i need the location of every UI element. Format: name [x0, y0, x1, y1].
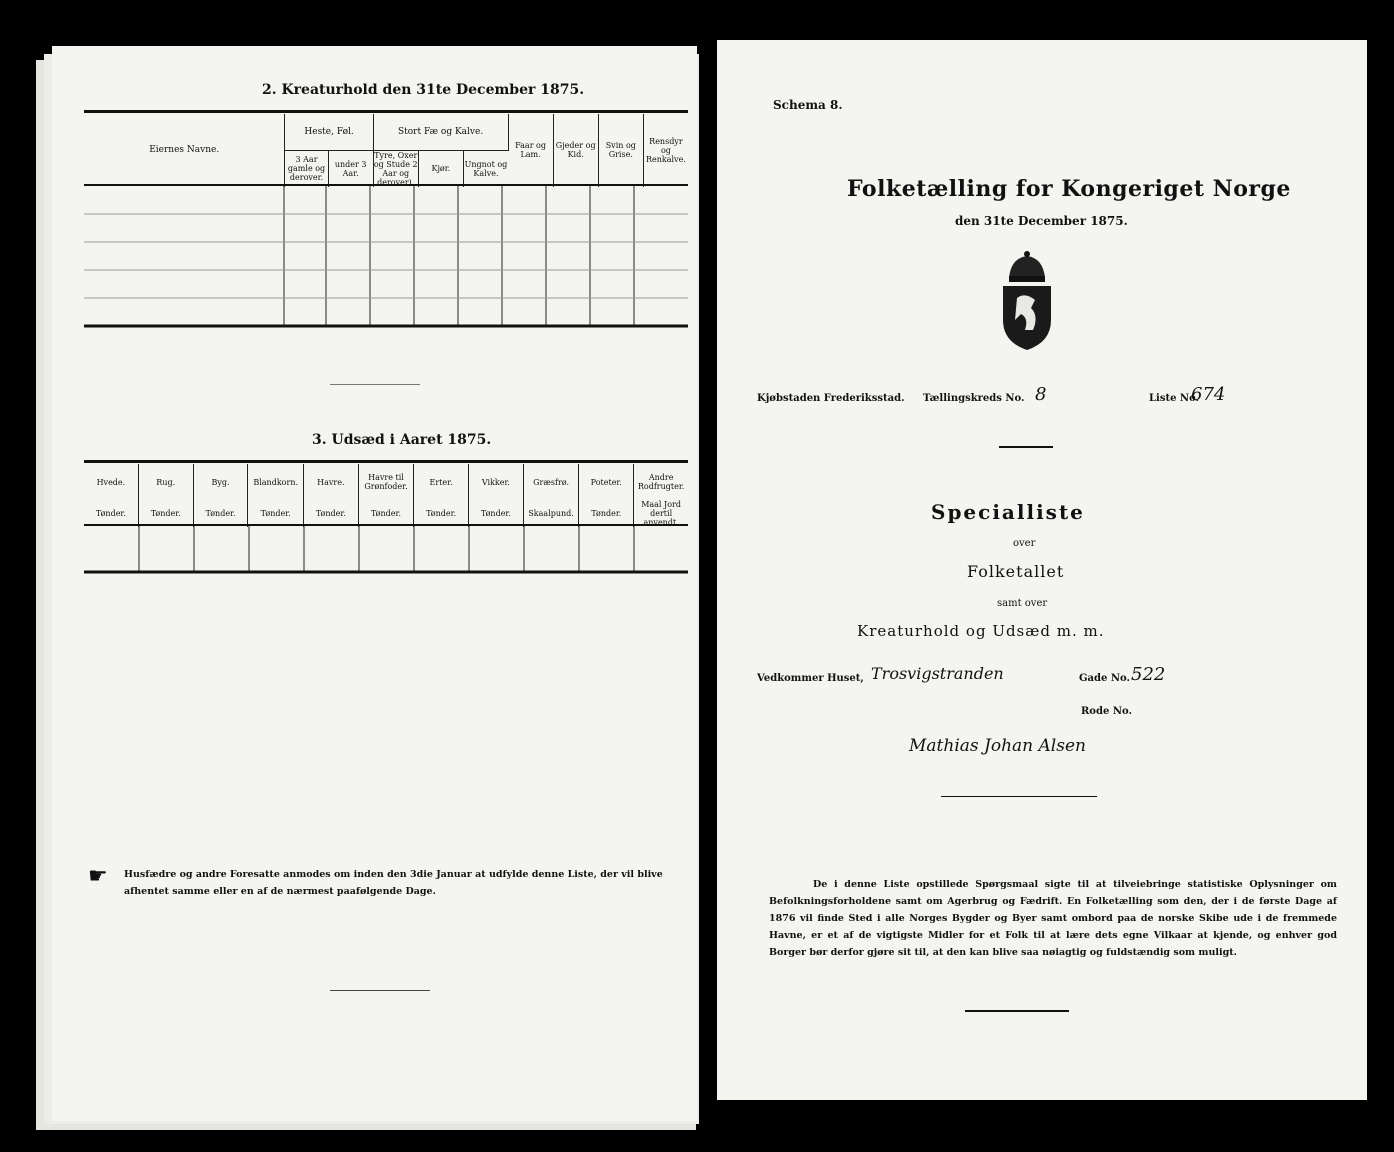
kreds-value: 8: [1035, 384, 1047, 405]
kreaturhold-text: Kreaturhold og Udsæd m. m.: [857, 622, 1105, 640]
liste-label: Liste No.: [1149, 393, 1200, 404]
notice-text: Husfædre og andre Foresatte anmodes om inden den 3die Januar at udfylde denne Liste, der vil blive afhentet samme eller en af de nærmest paafølgende Dage.: [124, 869, 663, 897]
vedkommer-label: Vedkommer Huset,: [757, 673, 864, 684]
folketallet-text: Folketallet: [967, 562, 1065, 581]
udsaed-unit: Tønder.: [193, 500, 248, 527]
section2-title: 2. Kreaturhold den 31te December 1875.: [262, 82, 585, 98]
right-page: [717, 40, 1367, 1100]
udsaed-unit: Tønder.: [248, 500, 304, 527]
divider: [330, 990, 430, 991]
udsaed-unit: Tønder.: [579, 500, 634, 527]
divider: [330, 384, 420, 385]
stort-col3: Ungnot og Kalve.: [464, 159, 508, 178]
udsaed-header-table: [84, 464, 688, 527]
rode-label: Rode No.: [1081, 706, 1132, 717]
stort-col1: Tyre, Oxer og Stude 2 Aar og derover).: [373, 150, 418, 187]
stort-col2: Kjør.: [418, 150, 463, 187]
udsaed-unit: Tønder.: [138, 500, 193, 527]
coat-of-arms-icon: [995, 250, 1059, 354]
kreatur-header-table: [84, 114, 688, 187]
kjobstad-label: Kjøbstaden Frederiksstad.: [757, 393, 905, 404]
samt-over-text: samt over: [997, 598, 1048, 609]
faar-header: Faar og Lam.: [508, 114, 553, 187]
liste-value: 674: [1191, 384, 1226, 405]
udsaed-header: Erter.: [414, 464, 469, 500]
udsaed-header: Rug.: [138, 464, 193, 500]
gjeder-header: Gjeder og Kid.: [553, 114, 598, 187]
gade-label: Gade No.: [1079, 673, 1130, 684]
udsaed-unit: Tønder.: [303, 500, 358, 527]
section3-title: 3. Udsæd i Aaret 1875.: [312, 432, 492, 448]
udsaed-unit: Tønder.: [414, 500, 469, 527]
heste-col1: 3 Aar gamle og derover.: [285, 150, 328, 187]
kreds-label: Tællingskreds No.: [923, 393, 1025, 404]
udsaed-unit: Tønder.: [84, 500, 138, 527]
pointing-hand-icon: ☛: [88, 864, 108, 889]
vedkommer-value: Trosvigstranden: [871, 664, 1004, 683]
udsaed-header: Havre til Grønfoder.: [358, 464, 413, 500]
udsaed-unit: Maal Jord dertil anvendt.: [641, 500, 682, 527]
signature-line: [941, 796, 1097, 797]
gade-value: 522: [1131, 664, 1166, 685]
over-text: over: [1013, 538, 1036, 549]
heste-col2: under 3 Aar.: [328, 150, 373, 187]
udsaed-header: Vikker.: [469, 464, 524, 500]
schema-label: Schema 8.: [773, 98, 843, 112]
kreatur-body-grid: [84, 186, 688, 328]
udsaed-header: Andre Rodfrugter.: [637, 473, 685, 491]
main-title: Folketælling for Kongeriget Norge: [847, 176, 1291, 202]
left-page: [52, 46, 697, 1121]
table-top-rule: [84, 110, 688, 113]
udsaed-header: Blandkorn.: [248, 464, 304, 500]
svin-header: Svin og Grise.: [598, 114, 643, 187]
udsaed-header: Poteter.: [579, 464, 634, 500]
udsaed-header: Byg.: [193, 464, 248, 500]
divider: [965, 1010, 1069, 1012]
udsaed-header: Græsfrø.: [523, 464, 579, 500]
udsaed-header: Havre.: [303, 464, 358, 500]
rensdyr-header: Rensdyr og Renkalve.: [645, 136, 686, 164]
specialliste-heading: Specialliste: [931, 500, 1085, 524]
footnote-text: De i denne Liste opstillede Spørgsmaal sigte til at tilveiebringe statistiske Oplysninger om Befolkningsforholdene samt om Agerbrug og Fædrift. En Folketælling som den, der i de første Dage af 1876 vil finde Sted i alle Norges Bygder og Byer samt ombord paa de norske Skibe ude i de fremmede Havne, er et af de vigtigste Midler for et Folk til at lære dets egne Vilkaar at kjende, og enhver god Borger bør derfor gjøre sit til, at den kan blive saa nøiagtig og fuldstændig som muligt.: [769, 879, 1337, 958]
udsaed-unit: Tønder.: [358, 500, 413, 527]
udsaed-body-grid: [84, 526, 688, 576]
udsaed-unit: Skaalpund.: [523, 500, 579, 527]
heste-header: Heste, Føl.: [285, 114, 373, 150]
udsaed-top-rule: [84, 460, 688, 463]
stort-fae-header: Stort Fæ og Kalve.: [373, 114, 508, 150]
owner-signature: Mathias Johan Alsen: [909, 736, 1086, 756]
udsaed-header: Hvede.: [84, 464, 138, 500]
udsaed-unit: Tønder.: [469, 500, 524, 527]
divider: [999, 446, 1053, 448]
eiernes-navne-header: Eiernes Navne.: [84, 114, 285, 187]
census-date: den 31te December 1875.: [955, 214, 1128, 228]
